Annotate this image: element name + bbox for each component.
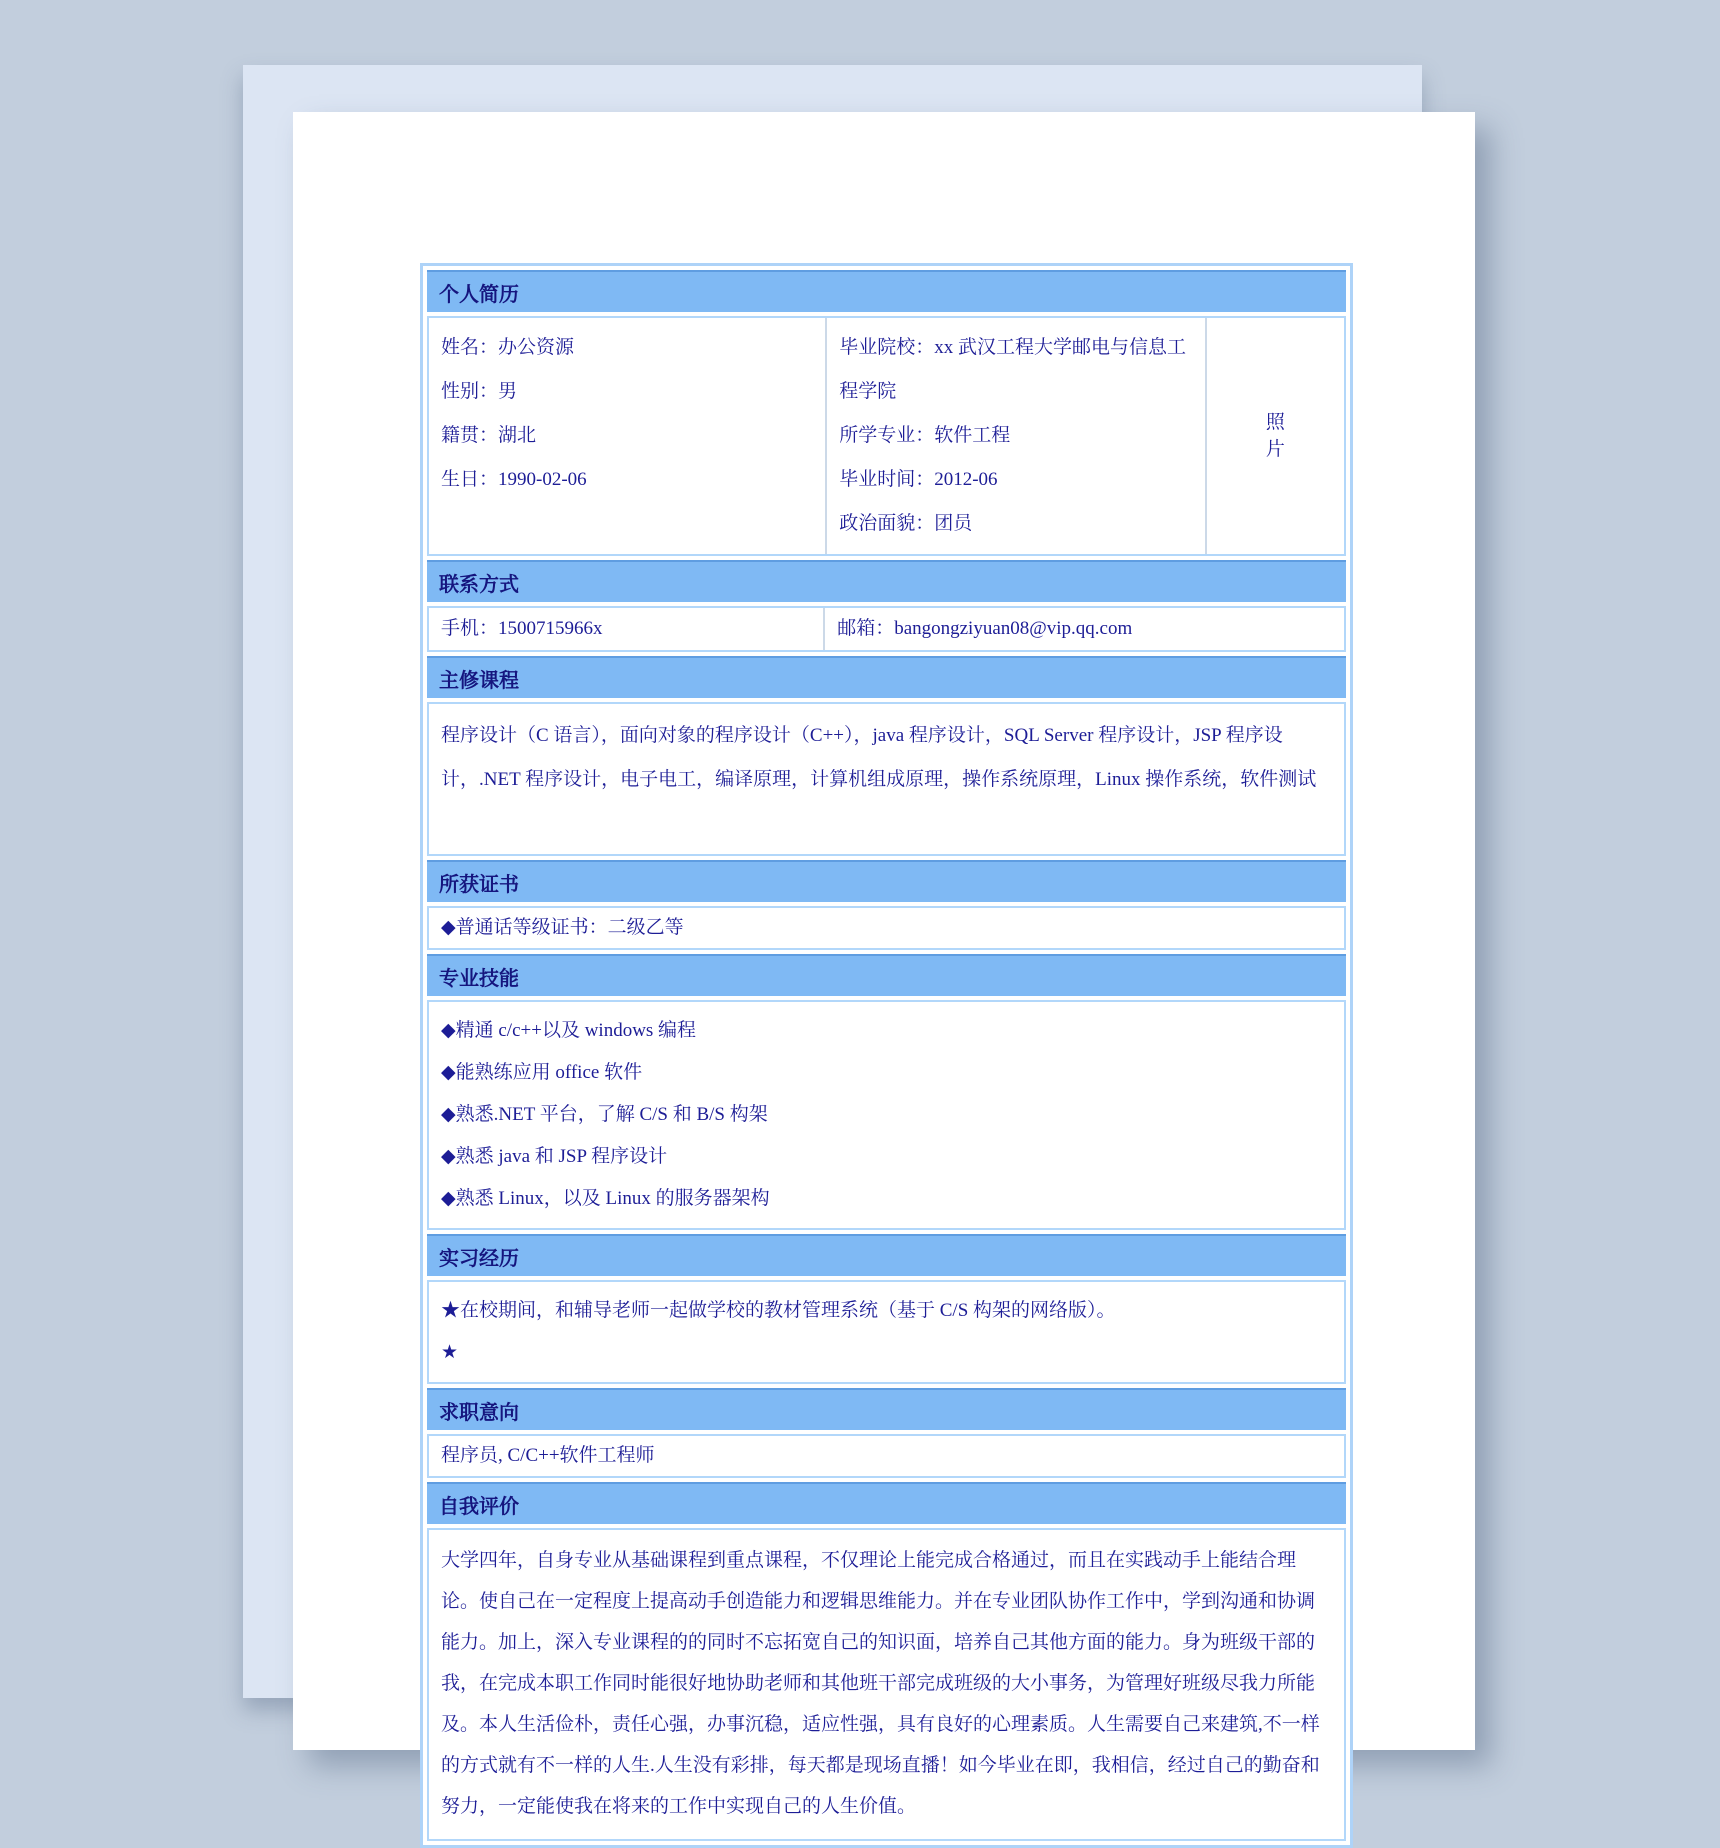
self-evaluation-text: 大学四年，自身专业从基础课程到重点课程，不仅理论上能完成合格通过，而且在实践动手上能结合理论。使自己在一定程度上提高动手创造能力和逻辑思维能力。并在专业团队协作工作中，学到沟通和协调能力。加上，深入专业课程的的同时不忘拓宽自己的知识面，培养自己其他方面的能力。身为班级干部的我，在完成本职工作同时能很好地协助老师和其他班干部完成班级的大小事务，为管理好班级尽我力所能及。本人生活俭朴，责任心强，办事沉稳，适应性强，具有良好的心理素质。人生需要自己来建筑,不一样的方式就有不一样的人生.人生没有彩排，每天都是现场直播！如今毕业在即，我相信，经过自己的勤奋和努力，一定能使我在将来的工作中实现自己的人生价值。 <box>427 1528 1346 1841</box>
phone-cell: 手机：1500715966x <box>429 608 825 650</box>
info-line-gender: 性别：男 <box>441 381 518 402</box>
info-line-hometown: 籍贯：湖北 <box>441 425 537 446</box>
section-header-resume: 个人简历 <box>427 270 1346 312</box>
section-header-internship: 实习经历 <box>427 1234 1346 1276</box>
personal-info-row <box>427 316 1346 556</box>
internship-item: ★在校期间，和辅导老师一起做学校的教材管理系统（基于 C/S 构架的网络版）。 <box>441 1300 1116 1321</box>
resume-table <box>420 263 1353 1848</box>
section-header-skills: 专业技能 <box>427 954 1346 996</box>
info-line-school: 毕业院校：xx 武汉工程大学邮电与信息工程学院 <box>839 337 1186 402</box>
skill-item: ◆精通 c/c++以及 windows 编程 <box>441 1020 697 1041</box>
photo-placeholder: 照片 <box>1265 412 1285 460</box>
skill-item: ◆熟悉.NET 平台，了解 C/S 和 B/S 构架 <box>441 1104 768 1125</box>
info-line-major: 所学专业：软件工程 <box>839 425 1011 446</box>
internship-list <box>427 1280 1346 1384</box>
skills-list <box>427 1000 1346 1230</box>
skill-item: ◆熟悉 Linux，以及 Linux 的服务器架构 <box>441 1188 770 1209</box>
courses-text: 程序设计（C 语言），面向对象的程序设计（C++），java 程序设计，SQL Server 程序设计，JSP 程序设计，.NET 程序设计，电子电工，编译原理，计算机组成原理，操作系统原理，Linux 操作系统，软件测试 <box>427 702 1346 856</box>
personal-info-left-cell <box>429 318 825 554</box>
info-line-gradtime: 毕业时间：2012-06 <box>839 469 998 490</box>
resume-page <box>293 112 1475 1817</box>
contact-row <box>427 606 1346 652</box>
personal-info-right-cell <box>825 318 1207 554</box>
section-header-certificates: 所获证书 <box>427 860 1346 902</box>
photo-cell <box>1207 318 1344 554</box>
email-cell: 邮箱：bangongziyuan08@vip.qq.com <box>837 618 1133 639</box>
certificate-item: ◆普通话等级证书：二级乙等 <box>427 906 1346 950</box>
skill-item: ◆能熟练应用 office 软件 <box>441 1062 643 1083</box>
section-header-contact: 联系方式 <box>427 560 1346 602</box>
job-intention-text: 程序员, C/C++软件工程师 <box>427 1434 1346 1478</box>
section-header-courses: 主修课程 <box>427 656 1346 698</box>
section-header-job-intention: 求职意向 <box>427 1388 1346 1430</box>
skill-item: ◆熟悉 java 和 JSP 程序设计 <box>441 1146 668 1167</box>
info-line-political: 政治面貌：团员 <box>839 513 973 534</box>
section-header-self-evaluation: 自我评价 <box>427 1482 1346 1524</box>
info-line-name: 姓名：办公资源 <box>441 337 575 358</box>
info-line-birthday: 生日：1990-02-06 <box>441 469 587 490</box>
internship-item: ★ <box>441 1342 459 1363</box>
